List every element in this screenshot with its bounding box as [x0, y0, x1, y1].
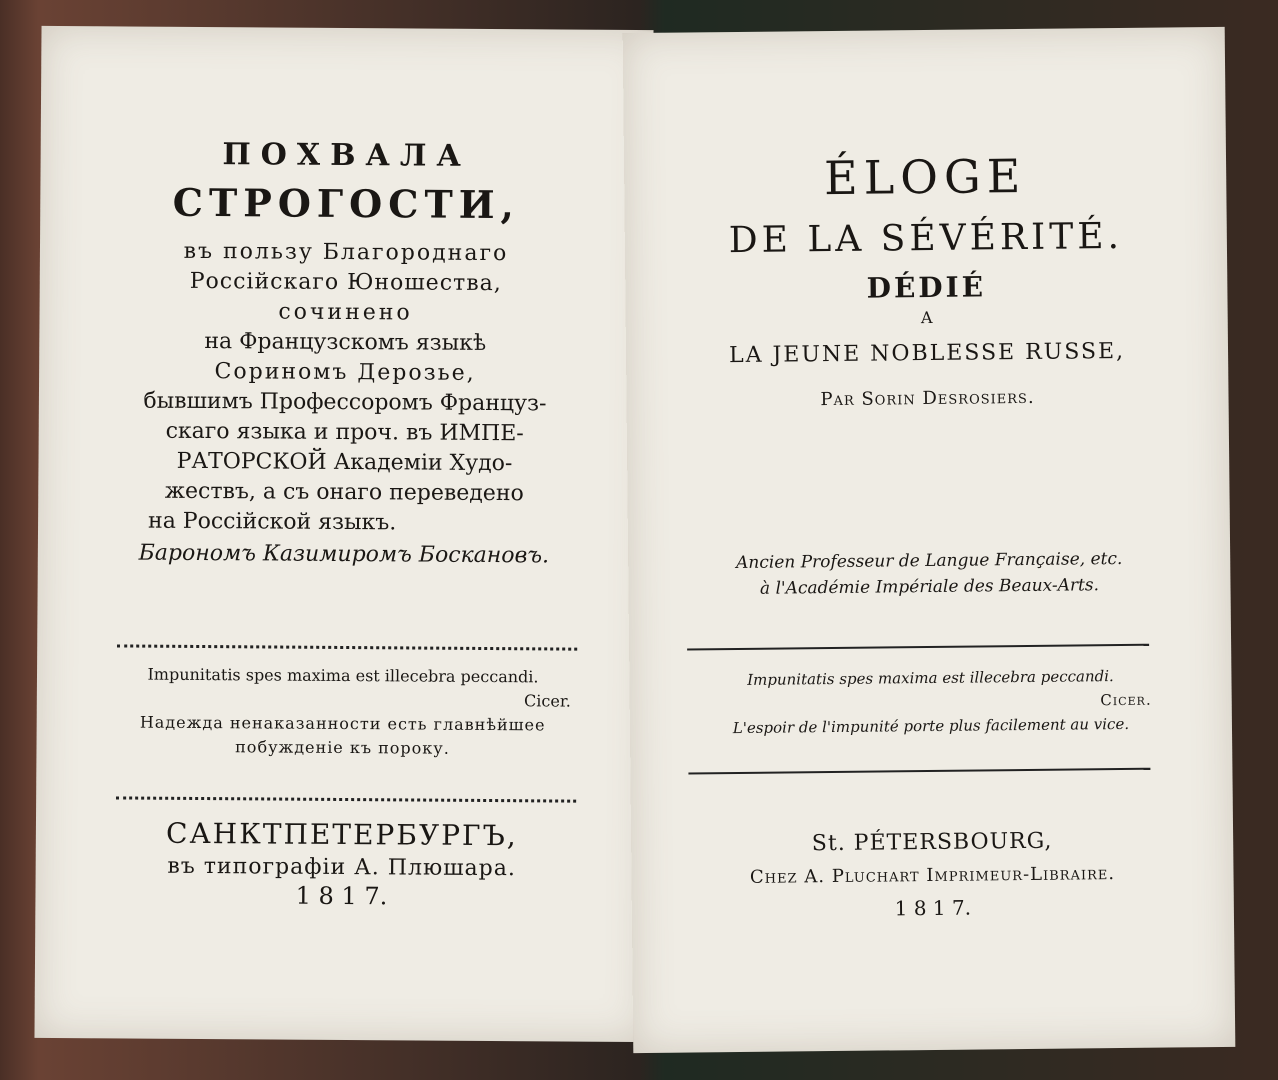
right-page	[623, 27, 1236, 1053]
left-page	[34, 26, 653, 1042]
left-body	[38, 236, 652, 572]
right-imprint	[631, 827, 1234, 923]
right-year: 1 8 1 7.	[894, 895, 972, 921]
left-line-10: на Россійской языкъ.	[147, 508, 397, 536]
right-epigraph-latin: Impunitatis spes maxima est illecebra peccandi.	[747, 667, 1114, 689]
left-epigraph-latin: Impunitatis spes maxima est illecebra peccandi.	[147, 664, 539, 687]
right-top-rule	[687, 644, 1149, 651]
left-line-5: Сориномъ Дерозье,	[214, 359, 476, 386]
right-subtitle: DE LA SÉVÉRITÉ.	[728, 215, 1124, 262]
left-top-rule	[117, 644, 577, 650]
right-dedie: DÉDIÉ	[866, 270, 987, 305]
right-bottom-rule	[688, 768, 1150, 775]
right-epigraph-fr: L'espoir de l'impunité porte plus facilement au vice.	[732, 714, 1130, 738]
left-translator: Барономъ Казимиромъ Боскановъ.	[138, 540, 550, 569]
right-credential-1: Ancien Professeur de Langue Française, etc.	[735, 548, 1123, 574]
left-line-6: бывшимъ Профессоромъ Француз-	[143, 388, 547, 417]
right-noblesse: LA JEUNE NOBLESSE RUSSE,	[728, 338, 1126, 369]
right-a: A	[920, 307, 933, 328]
right-title: ÉLOGE	[823, 148, 1027, 206]
left-line-2: Россійскаго Юношества,	[189, 268, 502, 297]
right-author: Par Sorin Desrosiers.	[820, 386, 1035, 411]
left-epigraph-ru-2: побужденіе къ пороку.	[235, 737, 450, 758]
left-line-9: жествъ, а съ онаго переведено	[164, 478, 524, 507]
left-bottom-rule	[116, 796, 576, 802]
right-epigraph	[629, 663, 1232, 741]
left-line-4: на Французскомъ языкѣ	[204, 329, 487, 356]
right-epigraph-author: Cicer.	[1100, 690, 1152, 710]
left-city: САНКТПЕТЕРБУРГЪ,	[166, 816, 518, 853]
right-printer: Chez A. Pluchart Imprimeur-Libraire.	[749, 863, 1116, 888]
right-credentials	[628, 545, 1231, 603]
left-title: ПОХВАЛА	[222, 137, 472, 174]
left-year: 1 8 1 7.	[295, 881, 388, 911]
left-line-8: РАТОРСКОЙ Академіи Худо-	[176, 448, 513, 477]
left-line-1: въ пользу Благороднаго	[183, 238, 509, 267]
left-title-block	[40, 136, 653, 228]
left-printer: въ типографіи А. Плюшара.	[167, 853, 516, 882]
left-line-3: сочинено	[278, 299, 413, 326]
left-epigraph-ru-1: Надежда ненаказанности есть главнѣйшее	[139, 712, 546, 735]
right-credential-2: à l'Académie Impériale des Beaux-Arts.	[759, 575, 1100, 599]
left-epigraph	[36, 662, 649, 762]
left-imprint	[35, 816, 648, 912]
left-subtitle: СТРОГОСТИ,	[172, 179, 521, 228]
left-line-7: скаго языка и проч. въ ИМПЕ-	[165, 418, 524, 447]
right-title-block	[624, 147, 1229, 412]
left-epigraph-author: Cicer.	[524, 691, 571, 711]
right-city: St. PÉTERSBOURG,	[811, 828, 1053, 857]
